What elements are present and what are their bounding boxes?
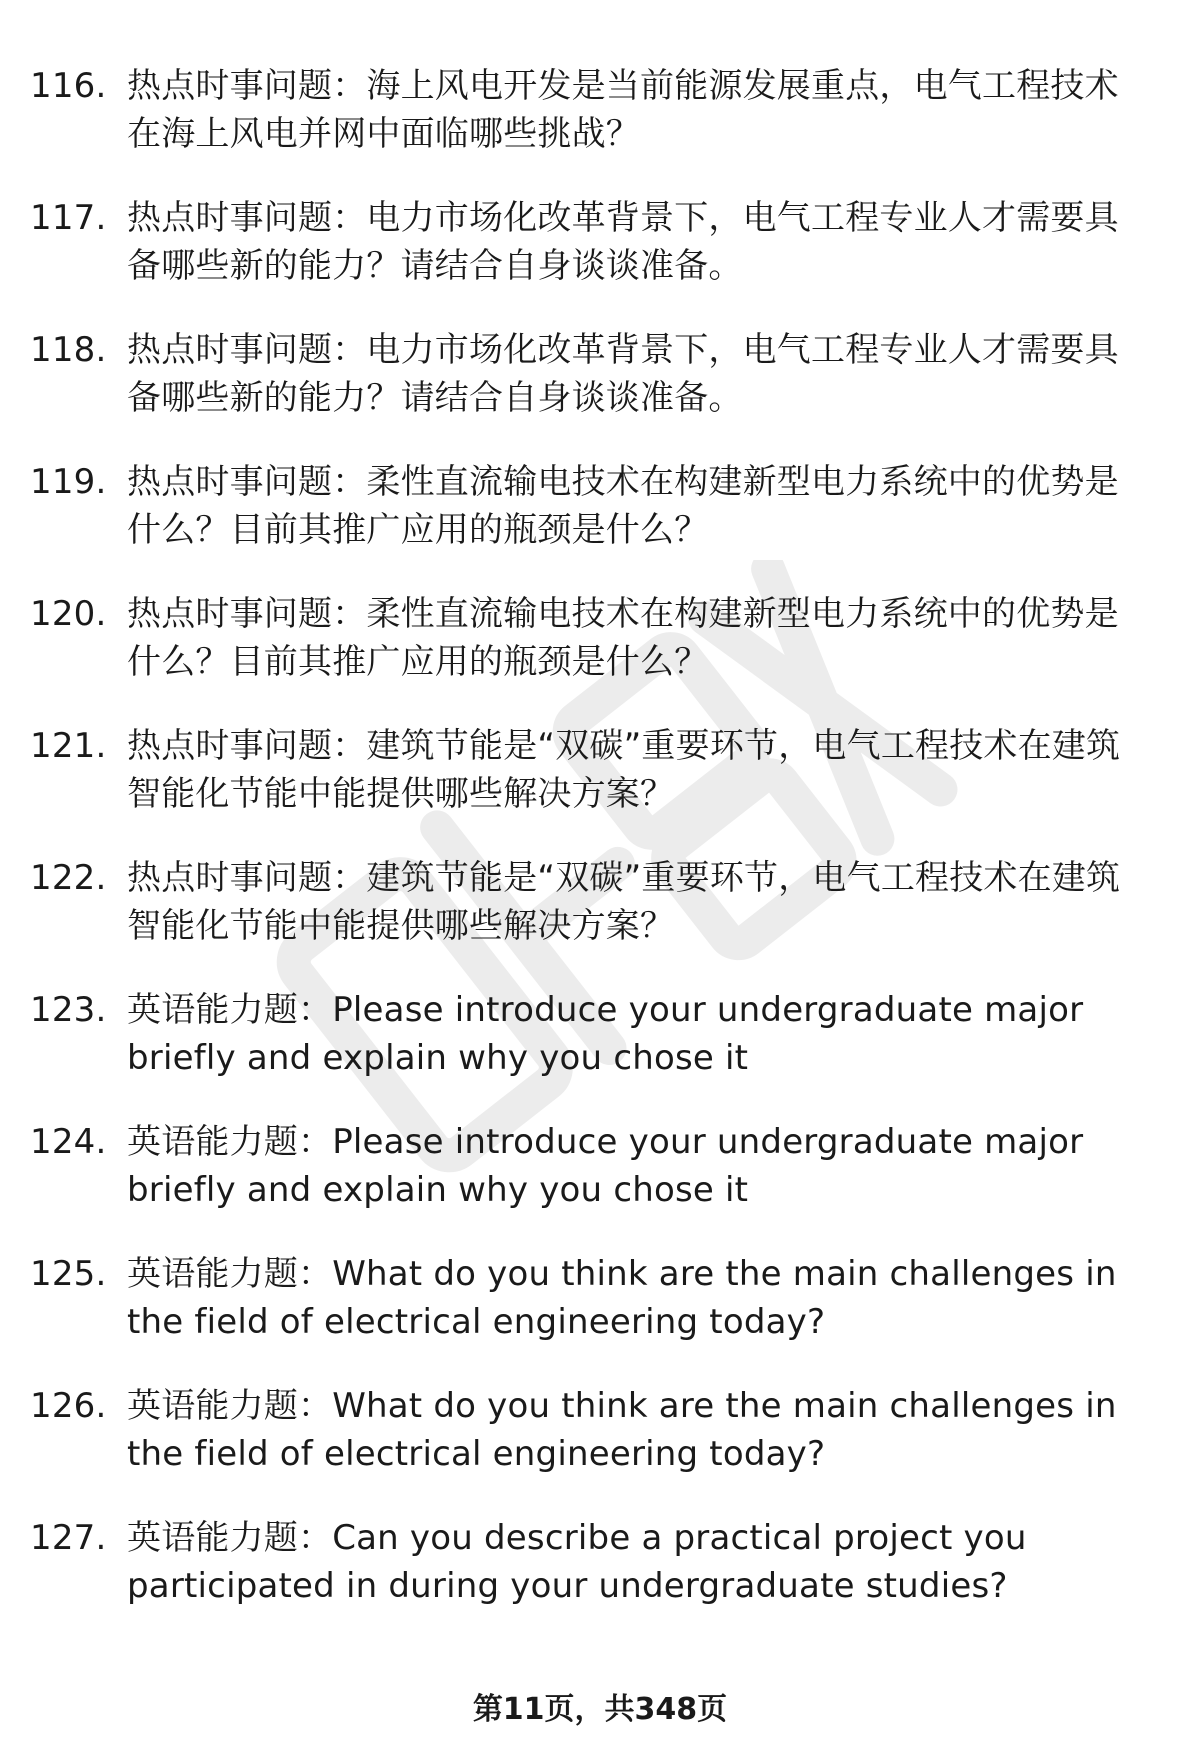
question-number: 126. [30, 1386, 107, 1426]
question-item [30, 62, 1150, 158]
question-text: 热点时事问题：建筑节能是“双碳”重要环节，电气工程技术在建筑智能化节能中能提供哪些解决方案？ [127, 726, 1121, 814]
question-text: 热点时事问题：柔性直流输电技术在构建新型电力系统中的优势是什么？目前其推广应用的瓶颈是什么？ [127, 594, 1119, 682]
question-text: 热点时事问题：柔性直流输电技术在构建新型电力系统中的优势是什么？目前其推广应用的瓶颈是什么？ [127, 462, 1119, 550]
question-number: 127. [30, 1518, 107, 1558]
question-number: 120. [30, 594, 107, 634]
question-number: 116. [30, 66, 107, 106]
question-text: 英语能力题：Please introduce your undergraduate major briefly and explain why you chose it [127, 990, 1084, 1078]
question-text: 热点时事问题：海上风电开发是当前能源发展重点，电气工程技术在海上风电并网中面临哪些挑战？ [127, 66, 1119, 154]
question-text: 热点时事问题：电力市场化改革背景下，电气工程专业人才需要具备哪些新的能力？请结合自身谈谈准备。 [127, 330, 1119, 418]
question-number: 118. [30, 330, 107, 370]
question-item [30, 590, 1150, 686]
question-text: 热点时事问题：电力市场化改革背景下，电气工程专业人才需要具备哪些新的能力？请结合自身谈谈准备。 [127, 198, 1119, 286]
question-number: 125. [30, 1254, 107, 1294]
question-number: 121. [30, 726, 107, 766]
question-text: 英语能力题：Can you describe a practical project you participated in during your undergraduate studies? [127, 1518, 1027, 1606]
question-text: 英语能力题：What do you think are the main challenges in the field of electrical engineering today? [127, 1254, 1117, 1342]
question-text: 热点时事问题：建筑节能是“双碳”重要环节，电气工程技术在建筑智能化节能中能提供哪些解决方案？ [127, 858, 1121, 946]
question-item [30, 1382, 1150, 1478]
question-number: 117. [30, 198, 107, 238]
question-text: 英语能力题：Please introduce your undergraduate major briefly and explain why you chose it [127, 1122, 1084, 1210]
question-number: 123. [30, 990, 107, 1030]
question-number: 122. [30, 858, 107, 898]
question-item [30, 194, 1150, 290]
question-text: 英语能力题：What do you think are the main challenges in the field of electrical engineering today? [127, 1386, 1117, 1474]
question-number: 124. [30, 1122, 107, 1162]
question-item [30, 1118, 1150, 1214]
page-number-footer: 第11页，共348页 [472, 1692, 728, 1727]
question-item [30, 458, 1150, 554]
question-item [30, 1250, 1150, 1346]
question-item [30, 326, 1150, 422]
question-item [30, 854, 1150, 950]
question-number: 119. [30, 462, 107, 502]
question-item [30, 722, 1150, 818]
question-item [30, 986, 1150, 1082]
question-item [30, 1514, 1150, 1610]
question-list [30, 62, 1150, 1646]
